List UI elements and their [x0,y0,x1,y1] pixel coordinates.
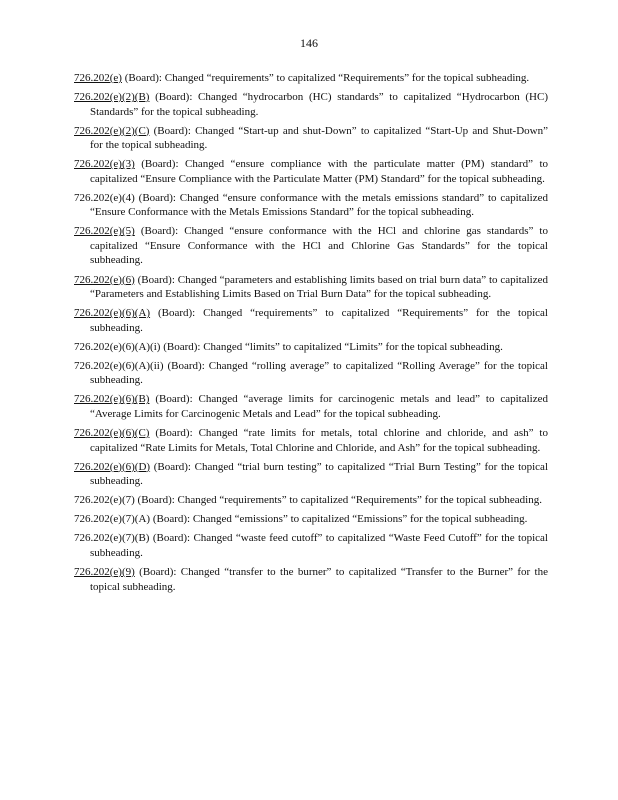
amendment-text: (Board): Changed “emissions” to capitalized “Emissions” for the topical subheading. [150,513,528,526]
section-citation: 726.202(e)(6)(A) [74,307,151,320]
amendment-entry [74,71,548,86]
amendment-text: (Board): Changed “rate limits for metals, total chlorine and chloride, and ash” to capitalized “Rate Limits for Metals, Total Chlorine and Chloride, and Ash” for the topical subheading. [90,427,548,454]
amendment-text: (Board): Changed “limits” to capitalized “Limits” for the topical subheading. [160,340,503,353]
section-citation: 726.202(e)(6)(C) [74,427,150,440]
amendment-text: (Board): Changed “requirements” to capitalized “Requirements” for the topical subheading. [90,307,548,334]
amendment-text: (Board): Changed “ensure conformance with the metals emissions standard” to capitalized “Ensure Conformance with the Metals Emissions Standard” for the topical subheading. [90,191,548,219]
section-citation: 726.202(e)(2)(C) [74,124,150,137]
section-citation: 726.202(e)(6)(A)(ii) [74,359,164,372]
section-citation: 726.202(e)(7)(A) [74,513,151,526]
amendment-text: (Board): Changed “Start-up and shut-Down” to capitalized “Start-Up and Shut-Down” for the topical subheading. [90,124,548,152]
amendment-text: (Board): Changed “waste feed cutoff” to capitalized “Waste Feed Cutoff” for the topical subheading. [90,532,548,559]
section-citation: 726.202(e)(3) [74,158,135,171]
section-citation: 726.202(e)(6) [74,273,135,286]
section-citation: 726.202(e)(7)(B) [74,532,150,545]
amendment-entry [74,306,548,335]
section-citation: 726.202(e)(6)(A)(i) [74,340,161,353]
amendment-text: (Board): Changed “ensure conformance with the HCl and chlorine gas standards” to capitalized “Ensure Conformance with the HCl and Chlorine Gas Standards” for the topical subheading. [90,225,548,267]
amendment-entry [74,531,548,560]
amendment-text: (Board): Changed “parameters and establishing limits based on trial burn data” to capitalized “Parameters and Establishing Limits Based on Trial Burn Data” for the topical subheading. [90,273,548,301]
amendment-text: (Board): Changed “rolling average” to capitalized “Rolling Average” for the topical subheading. [90,359,548,387]
amendment-entry [74,493,548,508]
amendment-text: (Board): Changed “average limits for carcinogenic metals and lead” to capitalized “Average Limits for Carcinogenic Metals and Lead” for the topical subheading. [90,393,548,420]
amendment-entry [74,273,548,302]
amendment-entry [74,124,548,153]
amendment-entry [74,224,548,268]
amendment-entry [74,565,548,594]
amendment-entry [74,90,548,119]
amendment-text: (Board): Changed “requirements” to capitalized “Requirements” for the topical subheading. [121,72,530,84]
amendment-text: (Board): Changed “transfer to the burner” to capitalized “Transfer to the Burner” for the topical subheading. [90,566,548,593]
section-citation: 726.202(e)(6)(B) [74,393,150,406]
page-number: 146 [300,36,318,50]
amendment-list [74,71,548,599]
section-citation: 726.202(e)(9) [74,566,135,578]
section-citation: 726.202(e)(7) [74,494,135,507]
section-citation: 726.202(e)(5) [74,225,135,238]
section-citation: 726.202(e)(4) [74,191,135,204]
amendment-entry [74,191,548,220]
amendment-text: (Board): Changed “trial burn testing” to capitalized “Trial Burn Testing” for the topical subheading. [90,460,548,488]
amendment-entry [74,392,548,421]
amendment-text: (Board): Changed “ensure compliance with the particulate matter (PM) standard” to capitalized “Ensure Compliance with the Particulate Matter (PM) Standard” for the topical subheading. [90,158,548,185]
amendment-text: (Board): Changed “hydrocarbon (HC) standards” to capitalized “Hydrocarbon (HC) Standards” for the topical subheading. [90,91,548,118]
amendment-entry [74,512,548,527]
amendment-entry [74,460,548,489]
section-citation: 726.202(e)(6)(D) [74,460,151,473]
section-citation: 726.202(e) [74,72,122,84]
amendment-entry [74,426,548,455]
section-citation: 726.202(e)(2)(B) [74,91,150,104]
amendment-entry [74,340,548,355]
amendment-entry [74,157,548,186]
amendment-entry [74,359,548,388]
amendment-text: (Board): Changed “requirements” to capitalized “Requirements” for the topical subheading. [134,494,542,507]
